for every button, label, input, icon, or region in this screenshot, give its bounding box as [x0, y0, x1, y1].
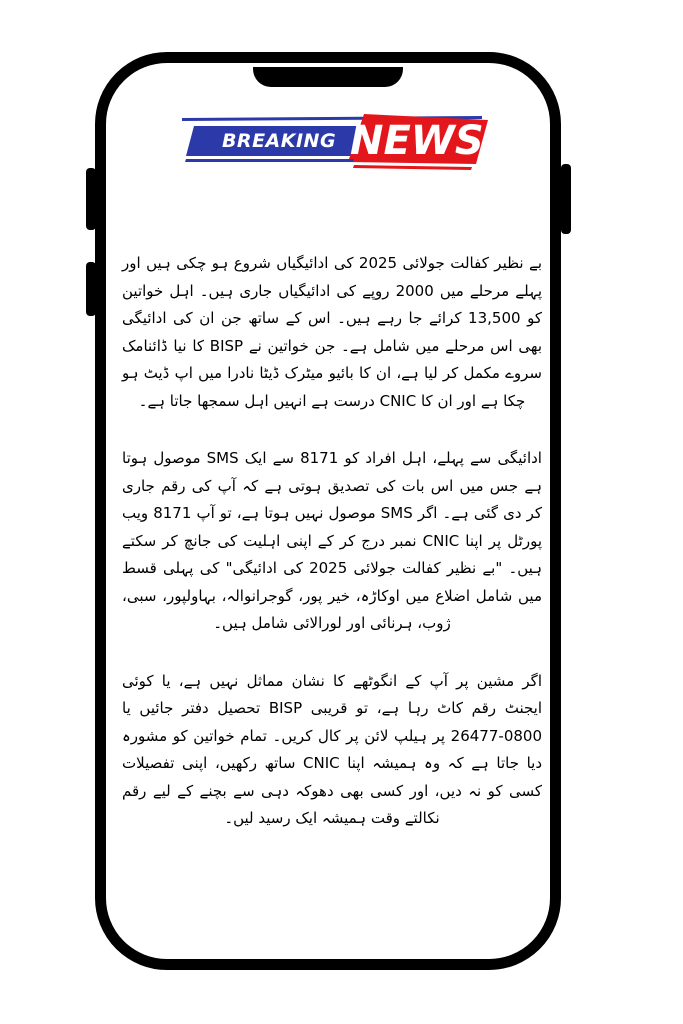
article-paragraph-3: اگر مشین پر آپ کے انگوٹھے کا نشان مماثل نہیں ہے، یا کوئی ایجنٹ رقم کاٹ رہا ہے، تو قریبی BISP تحصیل دفتر جائیں یا 0800-26477 پر ہیلپ لائن پر کال کریں۔ تمام خواتین کو مشورہ دیا جاتا ہے کہ وہ ہمیشہ اپنا CNIC ساتھ رکھیں، اپنی تفصیلات کسی کو نہ دیں، اور کسی بھی دھوکہ دہی سے بچنے کے لیے رقم نکالتے وقت ہمیشہ ایک رسید لیں۔	[122, 671, 543, 827]
article-body	[122, 250, 542, 863]
article-paragraph-2: ادائیگی سے پہلے، اہل افراد کو 8171 سے ایک SMS موصول ہوتا ہے جس میں اس بات کی تصدیق ہوتی ہے کہ آپ کی رقم جاری کر دی گئی ہے۔ اگر SMS موصول نہیں ہوتا ہے، تو آپ 8171 ویب پورٹل پر اپنا CNIC نمبر درج کر کے اپنی اہلیت کی جانچ کر سکتے ہیں۔ "بے نظیر کفالت جولائی 2025 کی ادائیگی" کی پہلی قسط میں شامل اضلاع میں اوکاڑہ، خیر پور، گوجرانوالہ، بہاولپور، سبی، ژوب، ہرنائی اور لورالائی شامل ہیں۔	[122, 449, 542, 632]
breaking-label: BREAKING	[221, 130, 337, 152]
article-paragraph-1: بے نظیر کفالت جولائی 2025 کی ادائیگیاں شروع ہو چکی ہیں اور پہلے مرحلے میں 2000 روپے کی ادائیگیاں جاری ہیں۔ اہل خواتین کو 13,500 کرائے جا رہے ہیں۔ اس کے ساتھ جن ان کی ادائیگی بھی اس مرحلے میں شامل ہے۔ جن خواتین نے BISP کا نیا ڈائنامک سروے مکمل کر لیا ہے، ان کا بائیو میٹرک ڈیٹا نادرا میں اپ ڈیٹ ہو چکا ہے اور ان کا CNIC درست ہے انہیں اہل سمجھا جاتا ہے۔	[122, 254, 543, 410]
power-button-graphic	[561, 164, 571, 234]
phone-notch	[253, 67, 403, 87]
news-label: NEWS	[350, 118, 484, 164]
breaking-news-banner	[182, 112, 492, 184]
